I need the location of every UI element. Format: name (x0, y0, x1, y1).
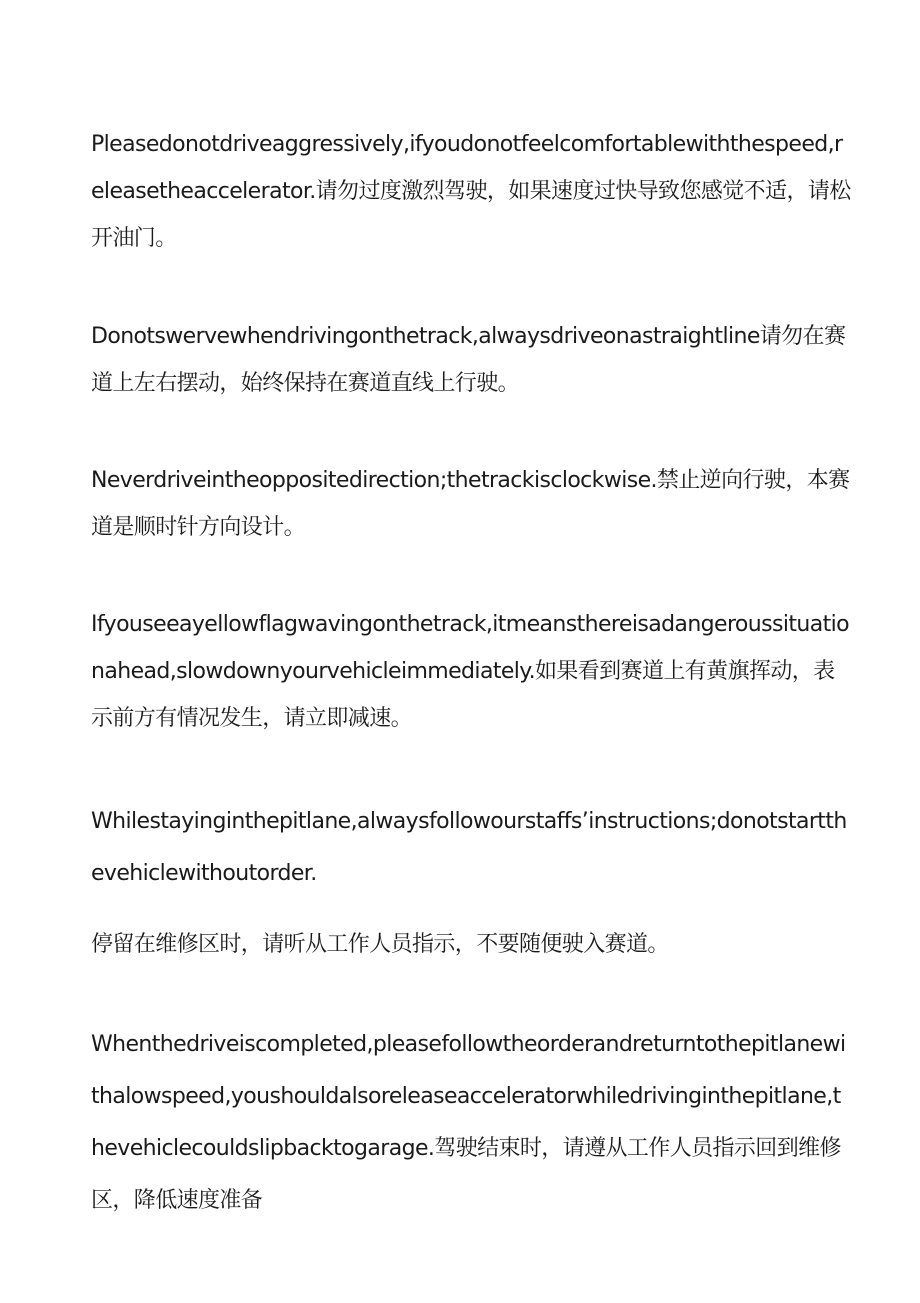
paragraph-drive-completed: Whenthedriveiscompleted,pleasefollowtheorderandreturntothepitlanewithalowspeed,youshouldalsoreleaseacceleratorwhiledrivinginthepitlane,thevehiclecouldslipbacktogarage.驾驶结束时，请遵从工作人员指示回到维修区，降低速度准备 (91, 1032, 846, 1213)
paragraph-no-swerving: Donotswervewhendrivingonthetrack,alwaysdriveonastraightline请勿在赛道上左右摆动，始终保持在赛道直线上行驶。 (91, 324, 846, 396)
paragraph-pitlane-instructions-chinese: 停留在维修区时，请听从工作人员指示，不要随便驶入赛道。 (91, 932, 669, 957)
paragraph-no-opposite-direction: Neverdriveintheoppositedirection;thetrackisclockwise.禁止逆向行驶，本赛道是顺时针方向设计。 (91, 468, 850, 540)
paragraph-aggressive-driving: Pleasedonotdriveaggressively,ifyoudonotfeelcomfortablewiththespeed,releasetheaccelerator.请勿过度激烈驾驶，如果速度过快导致您感觉不适，请松开油门。 (91, 132, 851, 251)
paragraph-yellow-flag: Ifyouseeayellowflagwavingonthetrack,itmeansthereisadangeroussituationahead,slowdownyourvehicleimmediately.如果看到赛道上有黄旗挥动，表示前方有情况发生，请立即减速。 (91, 612, 850, 731)
paragraph-pitlane-instructions: Whilestayinginthepitlane,alwaysfollowourstaffs’instructions;donotstartthevehiclewithoutorder. (91, 809, 847, 886)
